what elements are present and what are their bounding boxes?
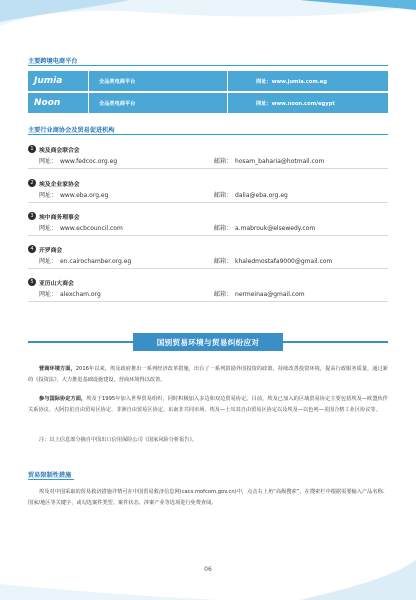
ecommerce-platform-site[interactable]: 网址：www.jumia.com.eg bbox=[256, 78, 327, 85]
association-website[interactable]: www.ecbcouncil.com bbox=[60, 225, 123, 232]
association-email[interactable]: nermeinaa@gmail.com bbox=[235, 291, 305, 298]
association-item bbox=[28, 277, 388, 302]
association-website[interactable]: www.fedcoc.org.eg bbox=[60, 158, 118, 165]
association-name: 埃及商会联合会 bbox=[39, 147, 80, 154]
paragraph-lead: 参与国际协定方面， bbox=[39, 396, 87, 402]
paragraph-trade-remedy: 埃及对中国采取的贸易救济措施详情可在中国贸易救济信息网(cacs.mofcom.gov.cn)中，点击右上角“高级搜索”，在搜索栏中根据需要输入产品名称、国家/地区等关键字，或勾选案件类型、案件状态、涉案产业等选项进行免费查阅。 bbox=[28, 489, 388, 506]
association-website[interactable]: alexcham.org bbox=[60, 291, 101, 298]
ecommerce-row-noon bbox=[28, 93, 388, 113]
item-number-badge: 1 bbox=[28, 145, 36, 153]
item-number-badge: 2 bbox=[28, 179, 36, 187]
association-name: 开罗商会 bbox=[39, 247, 63, 254]
paragraph-body: 2016年以来，埃及政府推出一系列经济改革措施，出台了一系列鼓励外国投资的政策，持续改善投资环境，提高行政服务质量，通过新的《投资法》，大力推进基础设施建设，营商环境得以改善。 bbox=[28, 366, 388, 383]
row-divider bbox=[28, 168, 388, 169]
paragraph-lead: 营商环境方面， bbox=[39, 366, 76, 372]
paragraph-business-environment bbox=[28, 364, 388, 385]
mail-label: 邮箱： bbox=[214, 225, 233, 232]
association-item bbox=[28, 211, 388, 236]
ecommerce-platform-name: Noon bbox=[34, 98, 61, 108]
association-name: 埃中商务理事会 bbox=[39, 214, 80, 221]
associations-title-underline bbox=[28, 134, 388, 135]
row-divider bbox=[28, 235, 388, 236]
ecommerce-section-title: 主要跨境电商平台 bbox=[28, 58, 78, 65]
mail-label: 邮箱： bbox=[214, 291, 233, 298]
banner-title: 国别贸易环境与贸易纠纷应对 bbox=[133, 333, 283, 351]
paragraph-body: 埃及于1995年加入世界贸易组织，同时积极加入多边和双边贸易协定。目前，埃及已加入的区域贸易协定主要包括埃及—欧盟伙伴关系协议、大阿拉伯自由贸易区协定、非洲自由贸易区协定、东南非共同市场、埃及—土耳其自由贸易区协定以及埃及—以色列—美国合格工业区协议等。 bbox=[28, 396, 388, 413]
association-email[interactable]: khaledmostafa9000@gmail.com bbox=[235, 258, 333, 265]
paragraph-international-agreements bbox=[28, 394, 388, 415]
row-divider bbox=[28, 268, 388, 269]
row-divider bbox=[28, 301, 388, 302]
web-label: 网址： bbox=[39, 258, 58, 265]
ecommerce-platform-desc: 全品类电商平台 bbox=[99, 100, 136, 107]
web-label: 网址： bbox=[39, 291, 58, 298]
association-website[interactable]: www.eba.org.eg bbox=[60, 192, 109, 199]
associations-section-title: 主要行业商协会及贸易促进机构 bbox=[28, 127, 115, 134]
trade-remedy-section-title: 贸易限制性措施 bbox=[28, 472, 72, 479]
web-label: 网址： bbox=[39, 192, 58, 199]
web-label: 网址： bbox=[39, 225, 58, 232]
association-website[interactable]: en.cairochamber.org.eg bbox=[60, 258, 132, 265]
association-name: 亚历山大商会 bbox=[39, 280, 74, 287]
page-number: 06 bbox=[204, 566, 212, 573]
association-email[interactable]: hosam_baharia@hotmail.com bbox=[235, 158, 325, 165]
association-item bbox=[28, 178, 388, 203]
ecommerce-row-jumia bbox=[28, 71, 388, 91]
association-item bbox=[28, 144, 388, 169]
item-number-badge: 5 bbox=[28, 278, 36, 286]
ecommerce-platform-desc: 全品类电商平台 bbox=[99, 78, 136, 85]
association-email[interactable]: a.mabrouk@elsewedy.com bbox=[235, 225, 316, 232]
web-label: 网址： bbox=[39, 158, 58, 165]
association-name: 埃及企业家协会 bbox=[39, 181, 80, 188]
paragraph-source-note: 注：以上信息部分摘自中国出口信用保险公司《国家风险分析报告》。 bbox=[39, 437, 198, 443]
ecommerce-title-underline bbox=[28, 65, 388, 66]
row-divider bbox=[28, 202, 388, 203]
ecommerce-platform-name: Jumia bbox=[34, 76, 63, 86]
association-email[interactable]: dalia@eba.org.eg bbox=[235, 192, 288, 199]
item-number-badge: 4 bbox=[28, 245, 36, 253]
mail-label: 邮箱： bbox=[214, 192, 233, 199]
item-number-badge: 3 bbox=[28, 212, 36, 220]
mail-label: 邮箱： bbox=[214, 258, 233, 265]
trade-remedy-title-underline bbox=[28, 479, 74, 480]
mail-label: 邮箱： bbox=[214, 158, 233, 165]
association-item bbox=[28, 244, 388, 269]
section-banner bbox=[28, 333, 388, 351]
ecommerce-platform-site[interactable]: 网址：www.noon.com/egypt bbox=[256, 100, 335, 107]
